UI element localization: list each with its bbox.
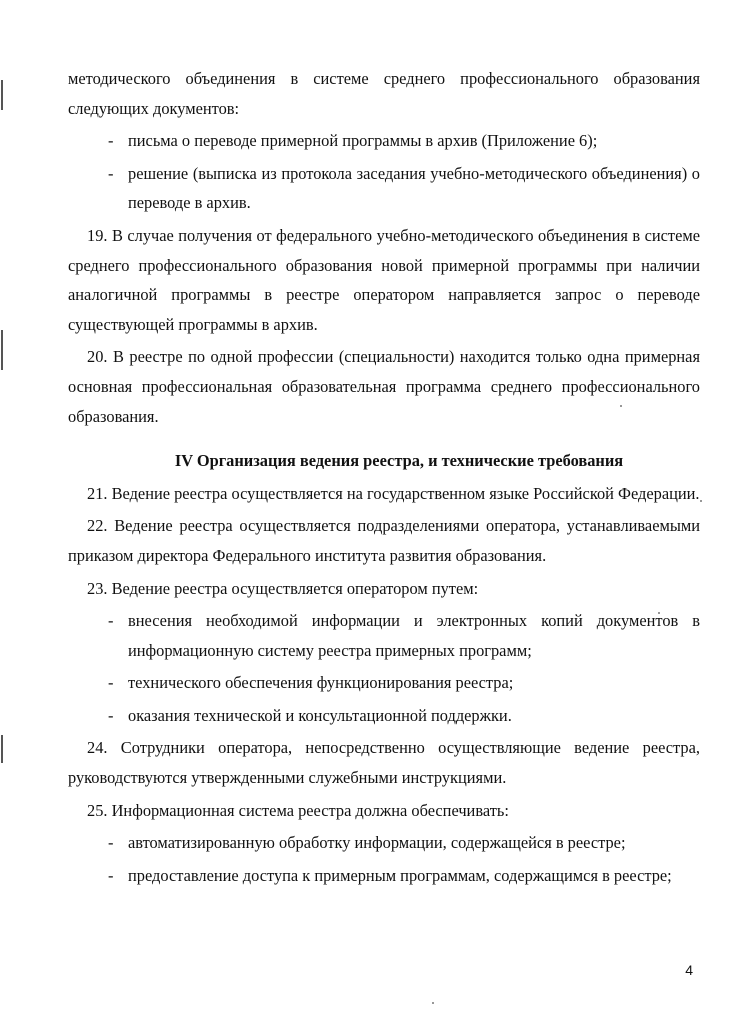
page-number: 4: [685, 962, 693, 978]
list-item-text: письма о переводе примерной программы в архив (Приложение 6);: [128, 131, 598, 151]
list-item-text: внесения необходимой информации и электронных копий документов в информационную систему реестра примерных программ;: [128, 611, 700, 660]
list-item: [68, 159, 700, 218]
list-item: [68, 126, 700, 156]
list-item-text: технического обеспечения функционирования реестра;: [128, 673, 514, 693]
numbered-paragraph: 22. Ведение реестра осуществляется подразделениями оператора, устанавливаемыми приказом директора Федерального института развития образования.: [68, 516, 700, 565]
list-item: [68, 828, 700, 858]
list-dash-marker: -: [108, 833, 114, 853]
list-dash-marker: -: [108, 611, 114, 631]
list-item-text: автоматизированную обработку информации, содержащейся в реестре;: [128, 833, 626, 853]
numbered-paragraph: 25. Информационная система реестра должна обеспечивать:: [87, 800, 509, 820]
list-dash-marker: -: [108, 673, 114, 693]
list-item-text: предоставление доступа к примерным программам, содержащимся в реестре;: [128, 865, 672, 885]
list-dash-marker: -: [108, 131, 114, 151]
numbered-paragraph: 23. Ведение реестра осуществляется оператором путем:: [87, 578, 479, 598]
scan-edge-mark: [1, 330, 3, 370]
list-dash-marker: -: [108, 705, 114, 725]
scan-edge-mark: [1, 80, 3, 110]
numbered-paragraph: 21. Ведение реестра осуществляется на государственном языке Российской Федерации.: [87, 483, 700, 503]
list-item: [68, 701, 700, 731]
numbered-paragraph: 19. В случае получения от федерального учебно-методического объединения в системе среднего профессионального образования новой примерной программы при наличии аналогичной программы в реестре оператором направляется запрос о переводе существующей программы в архив.: [68, 225, 700, 334]
scan-edge-mark: [1, 735, 3, 763]
paragraph: методического объединения в системе среднего профессионального образования следующих документов:: [68, 69, 700, 118]
scan-speck: [432, 1002, 434, 1004]
list-item-text: решение (выписка из протокола заседания учебно-методического объединения) о переводе в архив.: [128, 163, 700, 213]
numbered-paragraph: 24. Сотрудники оператора, непосредственно осуществляющие ведение реестра, руководствуются утвержденными служебными инструкциями.: [68, 738, 700, 788]
list-item: [68, 861, 700, 891]
list-dash-marker: -: [108, 163, 114, 183]
list-item-text: оказания технической и консультационной поддержки.: [128, 705, 512, 725]
list-item: [68, 668, 700, 698]
document-body: [68, 64, 700, 890]
scan-speck: [700, 500, 702, 502]
list-dash-marker: -: [108, 865, 114, 885]
section-heading: IV Организация ведения реестра, и технические требования: [174, 451, 624, 471]
list-item: [68, 606, 700, 665]
numbered-paragraph: 20. В реестре по одной профессии (специальности) находится только одна примерная основная профессиональная образовательная программа среднего профессионального образования.: [68, 347, 700, 426]
